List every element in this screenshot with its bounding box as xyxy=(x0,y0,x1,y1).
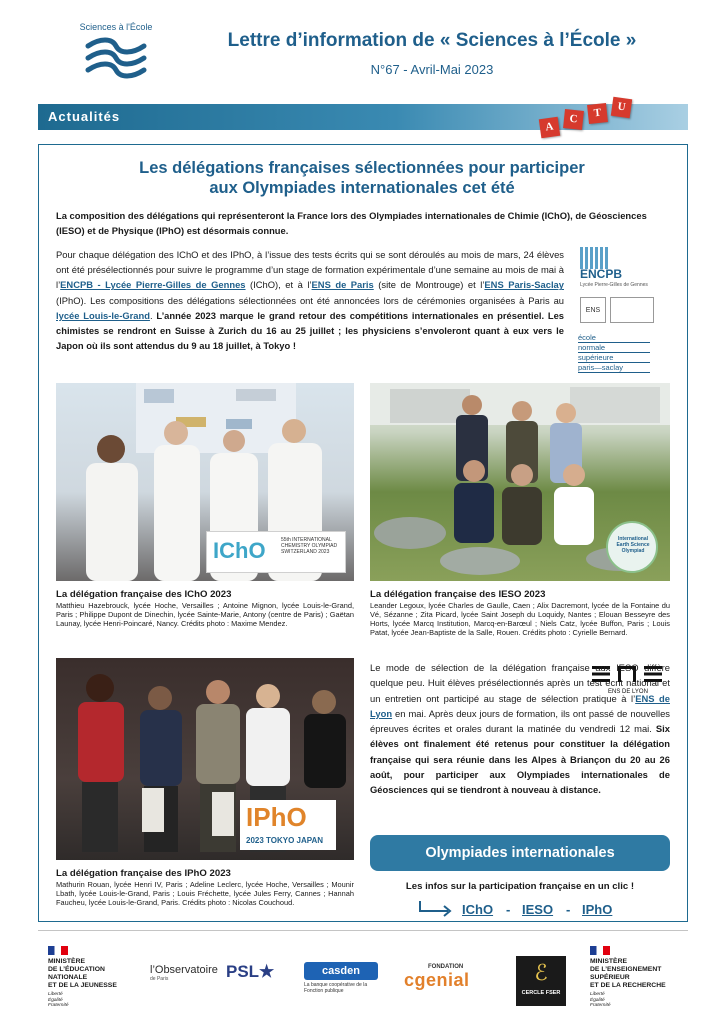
link-separator: - xyxy=(506,902,511,917)
icho-badge-text: IChO xyxy=(213,538,266,563)
olympiades-infos-text: Les infos sur la participation française en un clic ! xyxy=(405,881,635,892)
actu-tile-t: T xyxy=(587,103,608,124)
ieso-caption-title: La délégation française des IESO 2023 xyxy=(370,589,546,600)
fondation-label: FONDATION xyxy=(428,964,464,970)
p1-bold-text: L’année 2023 marque le grand retour des compétitions internationales en présentiel. Les chimistes se rendront en Suisse à Zurich du 16 au 25 juillet ; les physiciens s’envoleront quant à eux vers le Japon où ils sont attendus du 9 au 18 juillet, à Tokyo ! xyxy=(56,309,565,352)
ipho-delegation-photo xyxy=(56,658,354,860)
newsletter-issue: N°67 - Avril-Mai 2023 xyxy=(370,62,494,77)
p2-text-a: Le mode de sélection de la délégation française aux IESO diffère quelque peu. Huit élèves présélectionnés après un test écrit national et un entretien ont participé au stage de sélection pratique à l’ xyxy=(370,662,670,704)
footer-divider xyxy=(38,930,688,931)
ipho-badge-text: IPhO xyxy=(246,802,307,832)
ens-paris-logo xyxy=(578,297,658,325)
actu-tile-c: C xyxy=(563,109,584,130)
motto-line: Fraternité xyxy=(590,1003,611,1008)
icho-delegation-photo xyxy=(56,383,354,581)
ipho-badge-subtext: 2023 TOKYO JAPAN xyxy=(246,836,324,845)
motto-line: Égalité xyxy=(48,997,63,1003)
newsletter-title: Lettre d’information de « Sciences à l’École » xyxy=(227,30,637,51)
ipho-caption-title: La délégation française des IPhO 2023 xyxy=(56,868,231,879)
ieso-badge-text: International Earth Science Olympiad xyxy=(616,536,650,554)
article-paragraph-2 xyxy=(370,660,670,798)
ipho-badge xyxy=(240,800,336,850)
icho-caption-text: Matthieu Hazebrouck, lycée Hoche, Versailles ; Antoine Mignon, lycée Louis-le-Grand, Paris ; Philippe Dupont de Dinechin, lycée Sainte-Marie, Antony (centre de Paris) ; Gaëtan Launay, lycée Henri-Poincaré, Nancy. Crédits photo : Maxime Mendez. xyxy=(56,601,354,628)
motto-line: Liberté xyxy=(48,992,63,997)
republic-motto xyxy=(48,992,144,1009)
ieso-caption xyxy=(370,589,670,637)
ens-lyon-label: ENS DE LYON xyxy=(608,689,648,695)
ens-paris-saclay-logo xyxy=(578,333,658,373)
p1-text-e: . xyxy=(149,309,153,321)
saclay-line: école xyxy=(578,333,650,343)
icho-badge xyxy=(206,531,346,573)
ieso-link[interactable]: IESO xyxy=(522,902,554,917)
link-separator: - xyxy=(566,902,571,917)
encpb-name: ENCPB xyxy=(580,267,623,281)
fondation-cgenial-logo xyxy=(404,964,494,991)
encpb-link[interactable]: ENCPB - Lycée Pierre-Gilles de Gennes xyxy=(60,279,246,291)
arrow-right-icon xyxy=(418,899,454,917)
encpb-logo xyxy=(578,247,658,291)
p1-text-d: (IPhO). Les compositions des délégations sélectionnées ont été annoncées lors de cérémonies organisées à Paris au xyxy=(56,294,564,306)
ens-paris-mark: ENS xyxy=(580,297,606,323)
ministry1-line: DE L’ÉDUCATION xyxy=(48,966,105,973)
cgenial-name: cgenial xyxy=(404,970,470,990)
ens-paris-badge-icon xyxy=(610,297,654,323)
olympiades-internationales-button[interactable]: Olympiades internationales xyxy=(370,835,670,871)
p1-text-c: (site de Montrouge) et l’ xyxy=(373,279,485,291)
observatoire-logo xyxy=(150,964,220,982)
ipho-caption xyxy=(56,868,354,907)
se-logo-icon xyxy=(82,36,150,82)
fser-label: CERCLE FSER xyxy=(521,990,561,996)
ieso-caption-text: Leander Legoux, lycée Charles de Gaulle, Caen ; Alix Dacremont, lycée de la Fontaine du Vé, Sézanne ; Zita Picard, lycée Saint Joseph du Loquidy, Nantes ; Elouan Besseyre des Horts, lycée Marcq Institution, Marcq-en-Barœul ; Niels Catz, lycée Buffon, Paris ; Louis Patat, lycée Jean-Baptiste de la Salle, Rouen. Crédits photo : Cyrielle Bernard. xyxy=(370,601,670,637)
saclay-line: supérieure xyxy=(578,353,650,363)
icho-caption xyxy=(56,589,354,628)
french-flag-icon xyxy=(48,946,68,955)
ministry1-line: NATIONALE xyxy=(48,974,88,981)
french-flag-icon xyxy=(590,946,610,955)
motto-line: Égalité xyxy=(590,997,605,1003)
p1-text-a: Pour chaque délégation des IChO et des IPhO, à l’issue des tests écrits qui se sont déroulés au mois de mars, 24 élèves ont été présélectionnés pour suivre le programme d’un stage de formation expérimentale d’une semaine au mois de mai à l’ xyxy=(56,249,564,291)
casden-logo xyxy=(304,962,382,994)
article-title-line2: aux Olympiades internationales cet été xyxy=(209,179,515,197)
fser-symbol-icon: ℰ xyxy=(534,960,548,985)
encpb-subtitle: Lycée Pierre-Gilles de Gennes xyxy=(580,282,648,288)
psl-logo: PSL★ xyxy=(226,962,275,981)
article-title-line1: Les délégations françaises sélectionnées pour participer xyxy=(139,159,585,177)
observatoire-name: l’Observatoire xyxy=(150,964,218,976)
ens-paris-saclay-link[interactable]: ENS Paris-Saclay xyxy=(484,279,564,291)
motto-line: Fraternité xyxy=(48,1003,69,1008)
actu-tile-a: A xyxy=(539,117,560,138)
encpb-mark-icon xyxy=(580,247,610,269)
p2-bold-text: Six élèves ont finalement été retenus pour constituer la délégation française qui sera réunie dans les Alpes à Briançon du 20 au 26 août, pour participer aux Olympiades internationales de Géosciences qui se tiendront à nouveau à distance. xyxy=(370,723,670,796)
ministry2-line: MINISTÈRE xyxy=(590,958,628,965)
ministry2-line: DE L’ENSEIGNEMENT xyxy=(590,966,662,973)
ipho-caption-text: Mathurin Rouan, lycée Henri IV, Paris ; Adeline Leclerc, lycée Hoche, Versailles ; Mounir Lbath, lycée Louis-le-Grand, Paris ; Louis Fréchette, lycée Jules Ferry, Cannes ; Hannah Faucheu, lycée Louis-le-Grand, Paris. Crédits photo : Nicolas Couchoud. xyxy=(56,880,354,907)
article-intro: La composition des délégations qui représenteront la France lors des Olympiades internationales de Chimie (IChO), de Géosciences (IESO) et de Physique (IPhO) est désormais connue. xyxy=(56,210,647,236)
ieso-badge xyxy=(606,521,658,573)
olympiades-links xyxy=(418,897,678,919)
section-label: Actualités xyxy=(48,109,121,124)
icho-link[interactable]: IChO xyxy=(462,902,494,917)
observatoire-sub: de Paris xyxy=(150,976,169,982)
ens-paris-link[interactable]: ENS de Paris xyxy=(311,279,374,291)
p1-text-b: (IChO), et à l’ xyxy=(245,279,312,291)
actu-tile-u: U xyxy=(611,97,632,118)
article-paragraph-1 xyxy=(56,247,564,353)
p2-text-b: en mai. Après deux jours de formation, ils ont passé de nouvelles épreuves écrites et orales durant la matinée du vendredi 12 mai. xyxy=(370,707,670,735)
ministry1-line: ET DE LA JEUNESSE xyxy=(48,982,117,989)
article-title xyxy=(60,158,664,198)
cercle-fser-logo xyxy=(516,956,566,1006)
ministry1-line: MINISTÈRE xyxy=(48,958,86,965)
saclay-line: paris—saclay xyxy=(578,363,650,373)
icho-caption-title: La délégation française des IChO 2023 xyxy=(56,589,232,600)
lycee-louis-le-grand-link[interactable]: lycée Louis-le-Grand xyxy=(56,309,150,321)
ipho-link[interactable]: IPhO xyxy=(582,902,613,917)
saclay-line: normale xyxy=(578,343,650,353)
logo-text: Sciences à l'École xyxy=(79,22,153,32)
casden-sub: La banque coopérative de la Fonction publique xyxy=(304,982,368,994)
icho-badge-subtext: 55th INTERNATIONAL CHEMISTRY OLYMPIAD SWITZERLAND 2023 xyxy=(281,537,338,555)
republic-motto xyxy=(590,992,700,1009)
casden-name: casden xyxy=(304,962,378,980)
ministry2-line: SUPÉRIEUR xyxy=(590,974,630,981)
sciences-a-l-ecole-logo xyxy=(66,14,166,84)
ministere-education-logo xyxy=(48,946,144,1009)
ministere-enseignement-superieur-logo xyxy=(590,946,700,1009)
motto-line: Liberté xyxy=(590,992,605,997)
ministry2-line: ET DE LA RECHERCHE xyxy=(590,982,666,989)
ieso-delegation-photo xyxy=(370,383,670,581)
ens-lyon-link[interactable]: ENS de Lyon xyxy=(370,692,670,719)
